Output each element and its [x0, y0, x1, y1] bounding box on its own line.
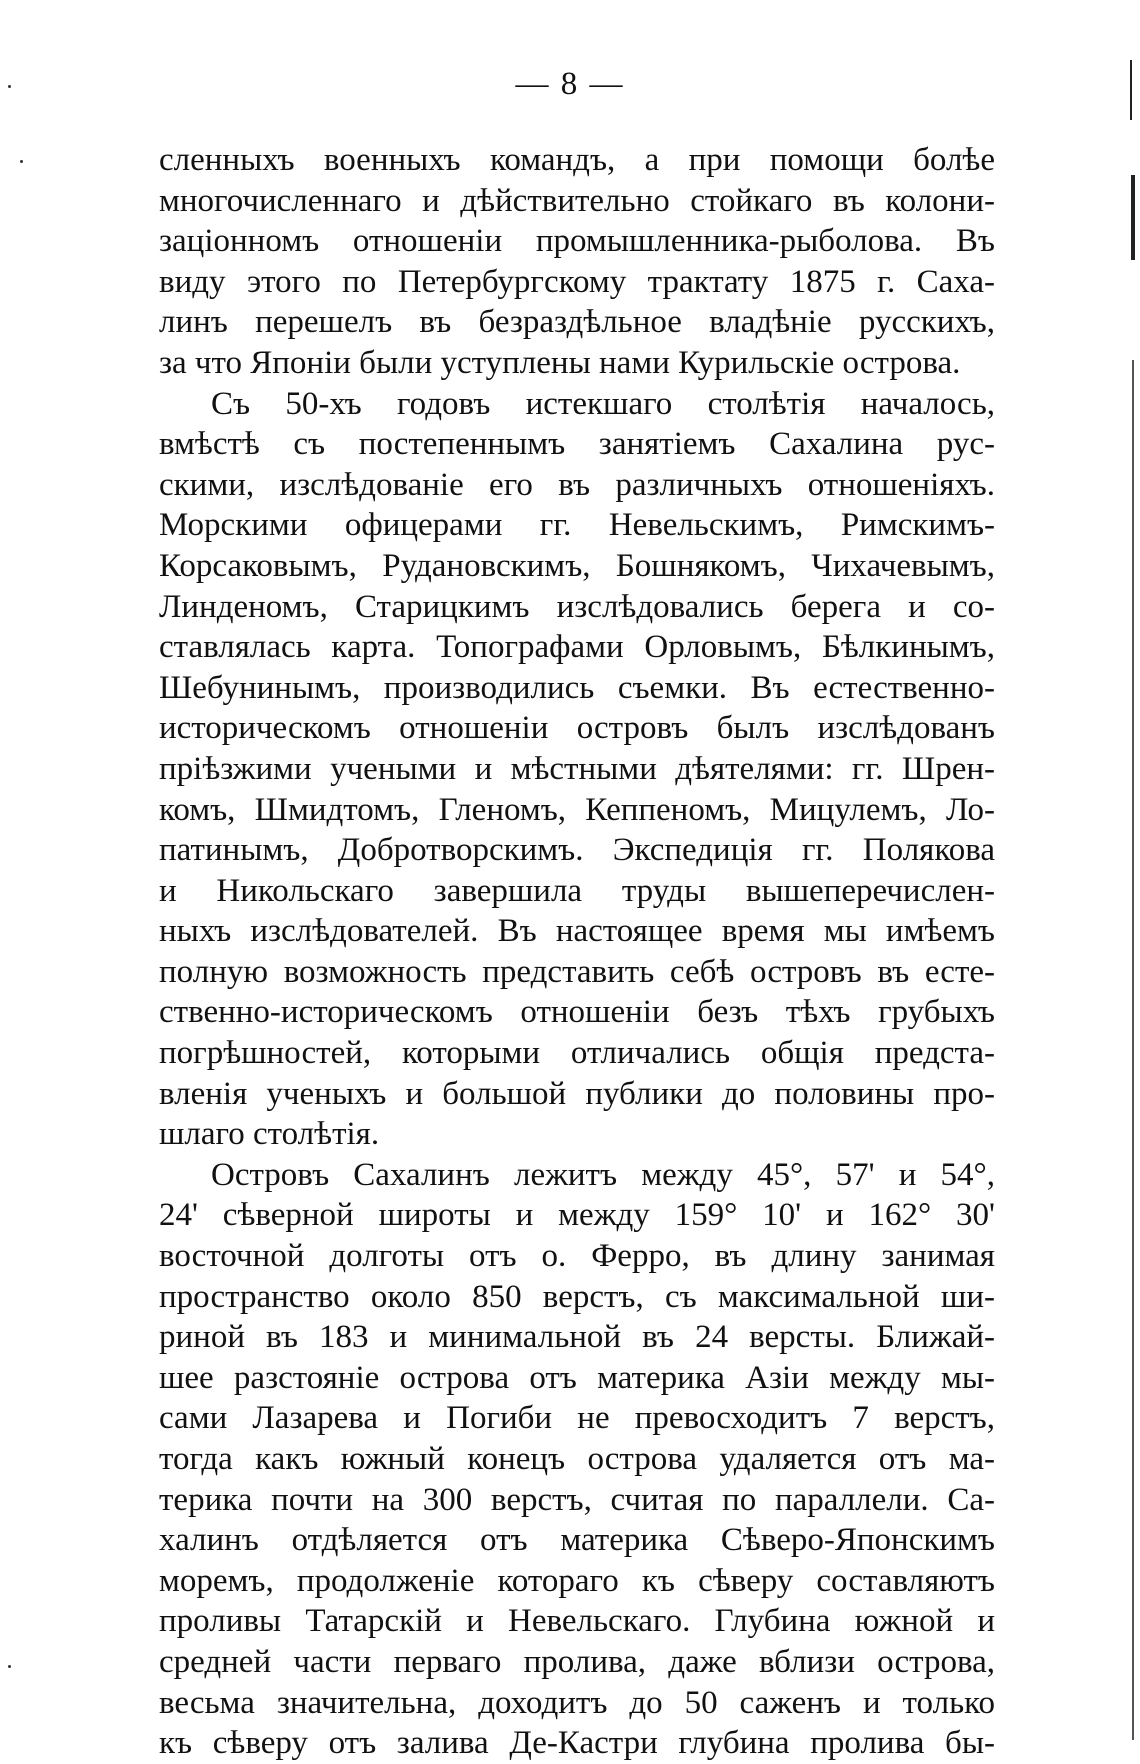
scan-speck [20, 160, 23, 163]
text-line: вленія ученыхъ и большой публики до половины про- [159, 1075, 995, 1112]
text-line: терика почти на 300 верстъ, считая по параллели. Са- [159, 1481, 995, 1518]
text-line: риной въ 183 и минимальной въ 24 версты. Ближай- [159, 1319, 995, 1356]
text-line: ставлялась карта. Топографами Орловымъ, Бѣлкинымъ, [159, 629, 995, 666]
text-line: Линденомъ, Старицкимъ изслѣдовались берега и со- [159, 588, 995, 625]
scan-edge-mark [1130, 60, 1132, 120]
text-line: сленныхъ военныхъ командъ, а при помощи болѣе [159, 142, 995, 178]
text-line: многочисленнаго и дѣйствительно стойкаго въ колони- [159, 182, 995, 219]
text-line: шее разстояніе острова отъ материка Азіи между мы- [159, 1359, 995, 1396]
text-line: пространство около 850 верстъ, съ максимальной ши- [159, 1278, 995, 1315]
body-text [159, 140, 995, 1764]
text-line: патинымъ, Добротворскимъ. Экспедиція гг. Полякова [159, 832, 995, 869]
text-line: линъ перешелъ въ безраздѣльное владѣніе русскихъ, [159, 304, 995, 341]
text-line: виду этого по Петербургскому трактату 1875 г. Саха- [159, 263, 995, 300]
scan-edge-mark [1131, 175, 1135, 260]
text-line: пріѣзжими учеными и мѣстными дѣятелями: гг. Шрен- [159, 750, 995, 787]
text-line: историческомъ отношеніи островъ былъ изслѣдованъ [159, 710, 995, 747]
text-line: шлаго столѣтія. [159, 1116, 380, 1153]
text-line: Морскими офицерами гг. Невельскимъ, Римскимъ- [159, 507, 995, 544]
scan-speck [8, 1665, 11, 1668]
text-line: заціонномъ отношеніи промышленника-рыболова. Въ [159, 223, 995, 260]
text-line: Корсаковымъ, Рудановскимъ, Бошнякомъ, Чихачевымъ, [159, 547, 995, 584]
text-line: ныхъ изслѣдователей. Въ настоящее время мы имѣемъ [159, 913, 995, 950]
text-line: Островъ Сахалинъ лежитъ между 45°, 57' и 54°, [211, 1156, 995, 1193]
text-line: средней части перваго пролива, даже вблизи острова, [159, 1643, 995, 1680]
text-line: весьма значительна, доходитъ до 50 саженъ и только [159, 1684, 995, 1721]
text-line: сами Лазарева и Погиби не превосходитъ 7 верстъ, [159, 1400, 995, 1437]
text-line: вмѣстѣ съ постепеннымъ занятіемъ Сахалина рус- [159, 426, 995, 463]
text-line: полную возможность представить себѣ островъ въ есте- [159, 953, 995, 990]
text-line: моремъ, продолженіе котораго къ сѣверу составляютъ [159, 1562, 995, 1599]
page-number: — 8 — [515, 66, 625, 102]
text-line: 24' сѣверной широты и между 159° 10' и 162° 30' [159, 1197, 995, 1234]
text-line: ственно-историческомъ отношеніи безъ тѣхъ грубыхъ [159, 994, 995, 1031]
text-line: комъ, Шмидтомъ, Гленомъ, Кеппеномъ, Мицулемъ, Ло- [159, 791, 995, 828]
scan-speck [8, 85, 11, 88]
text-line: скими, изслѣдованіе его въ различныхъ отношеніяхъ. [159, 466, 995, 503]
text-line: восточной долготы отъ о. Ферро, въ длину занимая [159, 1238, 995, 1275]
text-line: погрѣшностей, которыми отличались общія предста- [159, 1035, 995, 1072]
text-line: Съ 50-хъ годовъ истекшаго столѣтія началось, [211, 385, 995, 422]
text-line: и Никольскаго завершила труды вышеперечислен- [159, 872, 995, 909]
text-line: къ сѣверу отъ залива Де-Кастри глубина пролива бы- [159, 1725, 995, 1762]
text-line: Шебунинымъ, производились съемки. Въ естественно- [159, 669, 995, 706]
text-line: тогда какъ южный конецъ острова удаляется отъ ма- [159, 1441, 995, 1477]
scan-edge-mark [1132, 360, 1134, 1740]
text-line: халинъ отдѣляется отъ материка Сѣверо-Японскимъ [159, 1522, 995, 1559]
text-line: проливы Татарскій и Невельскаго. Глубина южной и [159, 1603, 995, 1640]
text-line: за что Японіи были уступлены нами Курильскіе острова. [159, 344, 961, 381]
